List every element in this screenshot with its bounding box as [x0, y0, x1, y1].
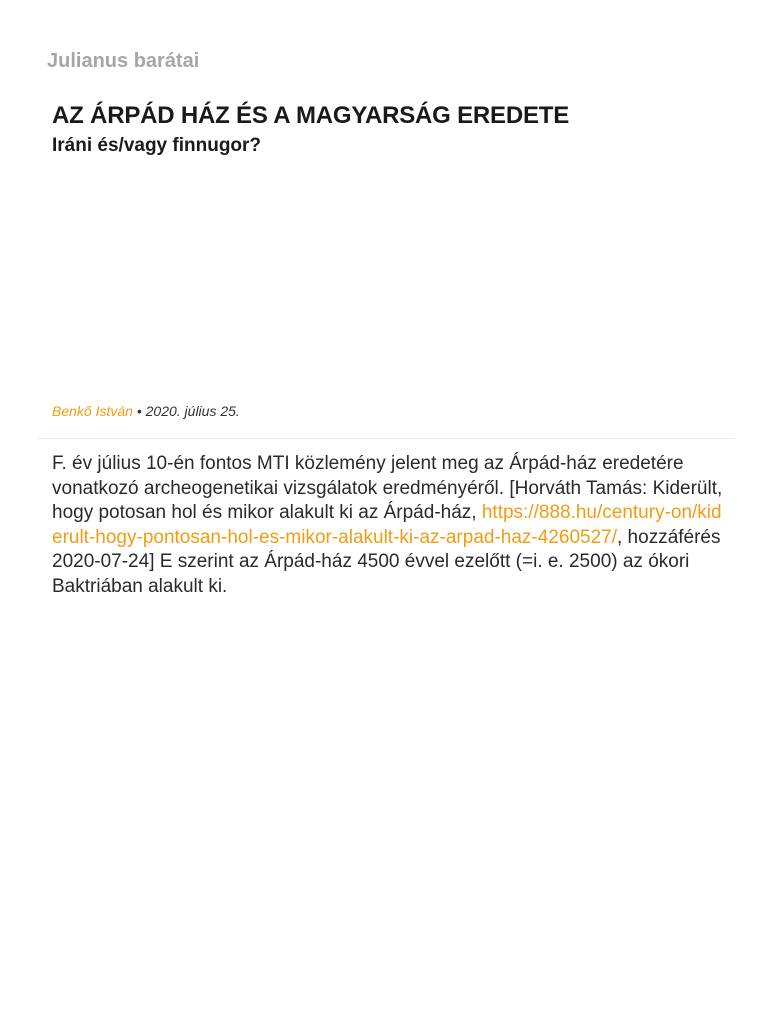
byline-separator: •: [132, 403, 146, 419]
article-body: [52, 452, 724, 599]
author-link[interactable]: Benkő István: [52, 403, 133, 419]
page-title: AZ ÁRPÁD HÁZ ÉS A MAGYARSÁG EREDETE: [52, 102, 570, 129]
source-link[interactable]: https://888.hu/century-on/kiderult-hogy-pontosan-hol-es-mikor-alakult-ki-az-arpad-haz-4260527/: [52, 502, 722, 548]
site-name-link[interactable]: Julianus barátai: [47, 50, 200, 72]
body-text-intro: F. év július 10-én fontos MTI közlemény jelent meg az Árpád-ház eredetére vonatkozó archeogenetikai vizsgálatok eredményéről. [Horváth Tamás: Kiderült, hogy potosan hol és mikor alakult ki az Árpád-ház,: [52, 453, 723, 523]
byline: [52, 403, 240, 419]
article-header: [52, 102, 732, 158]
page-subtitle: Iráni és/vagy finnugor?: [52, 135, 262, 156]
body-text-rest: , hozzáférés 2020-07-24] E szerint az Árpád-ház 4500 évvel ezelőtt (=i. e. 2500) az ókori Baktriában alakult ki.: [52, 526, 721, 597]
publish-date: 2020. július 25.: [145, 403, 240, 419]
header-divider: [37, 438, 734, 439]
